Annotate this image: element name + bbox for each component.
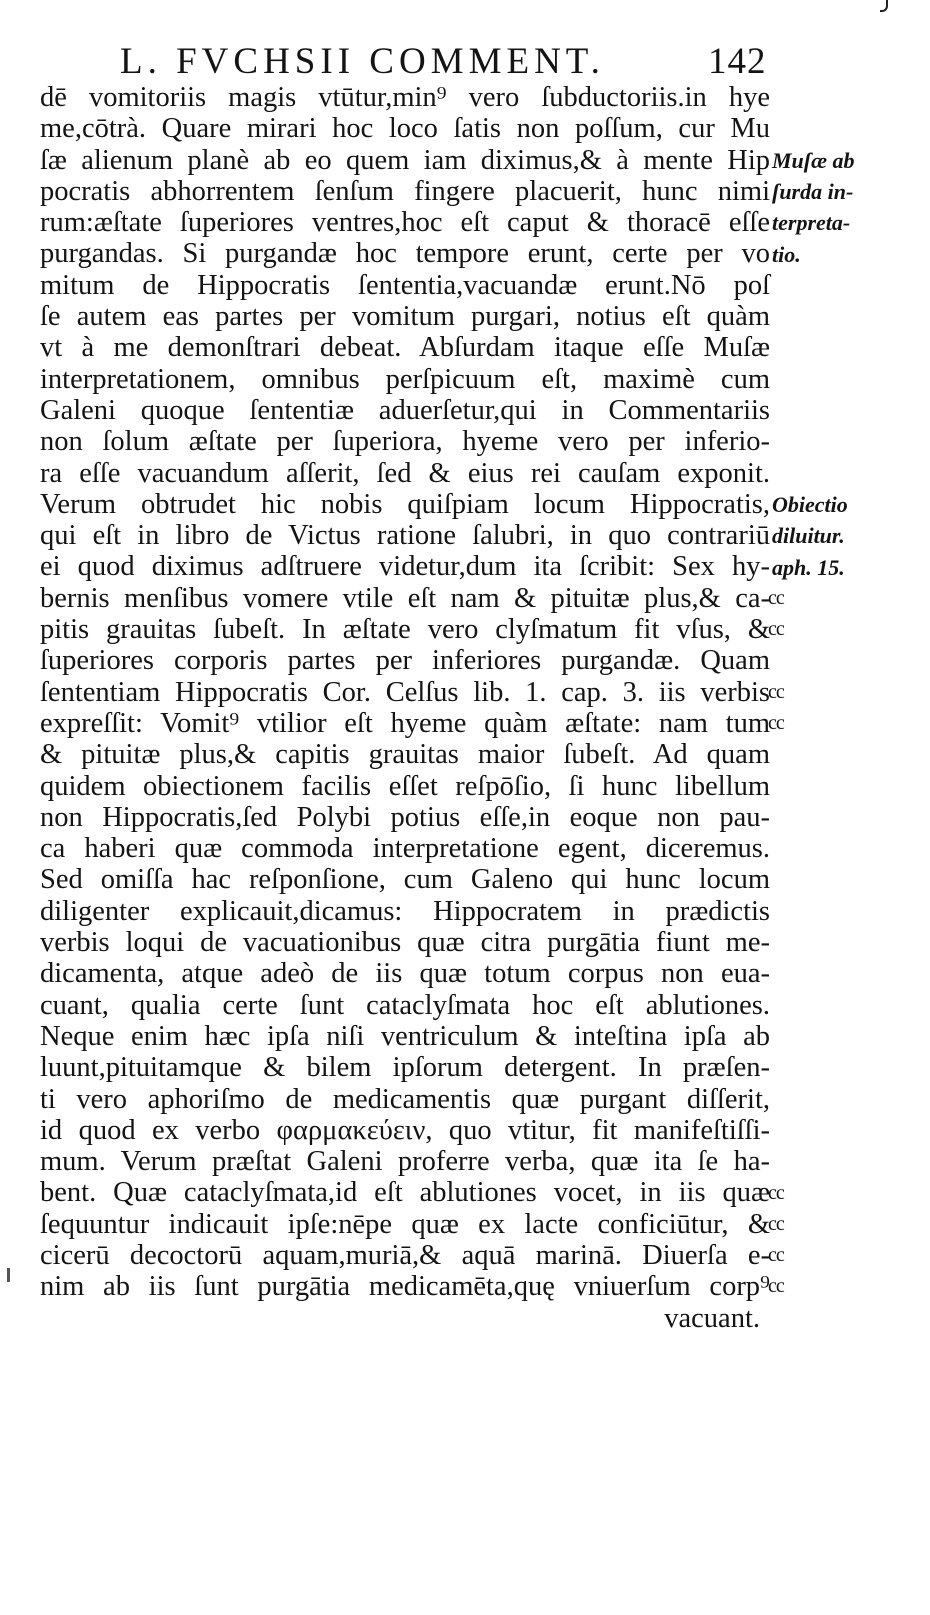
marginal-note: diluitur.: [772, 523, 845, 549]
text-line: ſuperiores corporis partes per inferiores purgandæ. Quam: [40, 645, 770, 677]
text-line: dicamenta, atque adeò de iis quæ totum corpus non eua-: [40, 958, 770, 990]
text-line: rum:æſtate ſuperiores ventres,hoc eſt caput & thoracē eſſe: [40, 207, 770, 239]
text-line: quidem obiectionem facilis eſſet reſpōſio, ſi hunc libellum: [40, 770, 770, 802]
text-line: mitum de Hippocratis ſententia,vacuandæ erunt.Nō poſ: [40, 269, 770, 301]
text-line: Sed omiſſa hac reſponſione, cum Galeno qui hunc locum: [40, 864, 770, 896]
marginal-note: Muſæ ab: [772, 147, 855, 173]
stray-ink-mark: [7, 1268, 10, 1282]
text-line: non Hippocratis,ſed Polybi potius eſſe,in eoque non pau-: [40, 801, 770, 833]
text-line: ra eſſe vacuandum aſſerit, ſed & eius rei cauſam exponit.: [40, 457, 770, 489]
text-line: luunt,pituitamque & bilem ipſorum detergent. In præſen-: [40, 1052, 770, 1084]
page-edge-mark: [880, 0, 888, 12]
text-line: ſe autem eas partes per vomitum purgari, notius eſt quàm: [40, 301, 770, 333]
text-line: diligenter explicauit,dicamus: Hippocratem in prædictis: [40, 895, 770, 927]
text-line: vacuant.: [664, 1302, 760, 1334]
running-title: L. FVCHSII COMMENT.: [120, 41, 605, 82]
text-line: ſequuntur indicauit ipſe:nēpe quæ ex lacte conficiūtur, &: [40, 1208, 770, 1240]
marginal-note: tio.: [772, 241, 801, 267]
text-line: cuant, qualia certe ſunt cataclyſmata hoc eſt ablutiones.: [40, 989, 770, 1021]
text-line: mum. Verum præſtat Galeni proferre verba, quæ ita ſe ha-: [40, 1146, 770, 1178]
text-line: nim ab iis ſunt purgātia medicamēta,quę vniuerſum corp⁹: [40, 1271, 770, 1303]
text-line: interpretationem, omnibus perſpicuum eſt, maximè cum: [40, 363, 770, 395]
marginal-quote-mark: cc: [768, 1275, 784, 1298]
text-line: ſententiam Hippocratis Cor. Celſus lib. 1. cap. 3. iis verbis: [40, 676, 770, 708]
text-line: non ſolum æſtate per ſuperiora, hyeme vero per inferio-: [40, 426, 770, 458]
marginal-note: ſurda in-: [772, 178, 854, 204]
marginal-quote-mark: cc: [768, 712, 784, 734]
text-line: vt à me demonſtrari debeat. Abſurdam itaque eſſe Muſæ: [40, 332, 770, 364]
text-line: cicerū decoctorū aquam,muriā,& aquā marinā. Diuerſa e-: [40, 1239, 770, 1271]
text-line: expreſſit: Vomit⁹ vtilior eſt hyeme quàm æſtate: nam tum: [40, 707, 770, 739]
marginal-note: Obiectio: [772, 491, 848, 517]
text-line: ſæ alienum planè ab eo quem iam diximus,& à mente Hip: [40, 144, 770, 176]
text-line: ti vero aphoriſmo de medicamentis quæ purgant diſſerit,: [40, 1083, 770, 1115]
text-line: pocratis abhorrentem ſenſum fingere placuerit, hunc nimi: [40, 175, 770, 207]
marginal-quote-mark: cc: [768, 1181, 784, 1204]
body-text: [40, 82, 770, 1334]
text-line: pitis grauitas ſubeſt. In æſtate vero clyſmatum fit vſus, &: [40, 614, 770, 646]
text-line: ei quod diximus adſtruere videtur,dum ita ſcribit: Sex hy-: [40, 551, 770, 583]
text-line: & pituitæ plus,& capitis grauitas maior ſubeſt. Ad quam: [40, 739, 770, 771]
text-line: bent. Quæ cataclyſmata,id eſt ablutiones vocet, in iis quæ: [40, 1177, 770, 1209]
text-line: me,cōtrà. Quare mirari hoc loco ſatis non poſſum, cur Mu: [40, 113, 770, 145]
marginal-note: terpreta-: [772, 210, 851, 236]
text-line: id quod ex verbo φαρμακεύειν, quo vtitur, fit manifeſtiſſi-: [40, 1114, 770, 1146]
marginal-quote-mark: cc: [768, 586, 784, 609]
marginal-quote-mark: cc: [768, 1244, 784, 1267]
marginal-quote-mark: cc: [768, 618, 784, 641]
marginal-note: aph. 15.: [772, 554, 845, 580]
text-line: Galeni quoque ſententiæ aduerſetur,qui in Commentariis: [40, 394, 770, 426]
text-line: ca haberi quæ commoda interpretatione egent, diceremus.: [40, 833, 770, 865]
marginal-quote-mark: cc: [768, 1212, 784, 1235]
text-line: bernis menſibus vomere vtile eſt nam & pituitæ plus,& ca-: [40, 582, 770, 614]
text-line: qui eſt in libro de Victus ratione ſalubri, in quo contrariū: [40, 520, 770, 552]
text-line: verbis loqui de vacuationibus quæ citra purgātia fiunt me-: [40, 927, 770, 959]
text-line: Verum obtrudet hic nobis quiſpiam locum Hippocratis,: [40, 488, 770, 520]
text-line: Neque enim hæc ipſa niſi ventriculum & inteſtina ipſa ab: [40, 1020, 770, 1052]
text-line: purgandas. Si purgandæ hoc tempore erunt, certe per vo: [40, 238, 770, 270]
folio-number: 142: [708, 41, 767, 82]
text-line: dē vomitoriis magis vtūtur,min⁹ vero ſubductoriis.in hye: [40, 82, 770, 113]
marginal-quote-mark: cc: [768, 680, 784, 703]
